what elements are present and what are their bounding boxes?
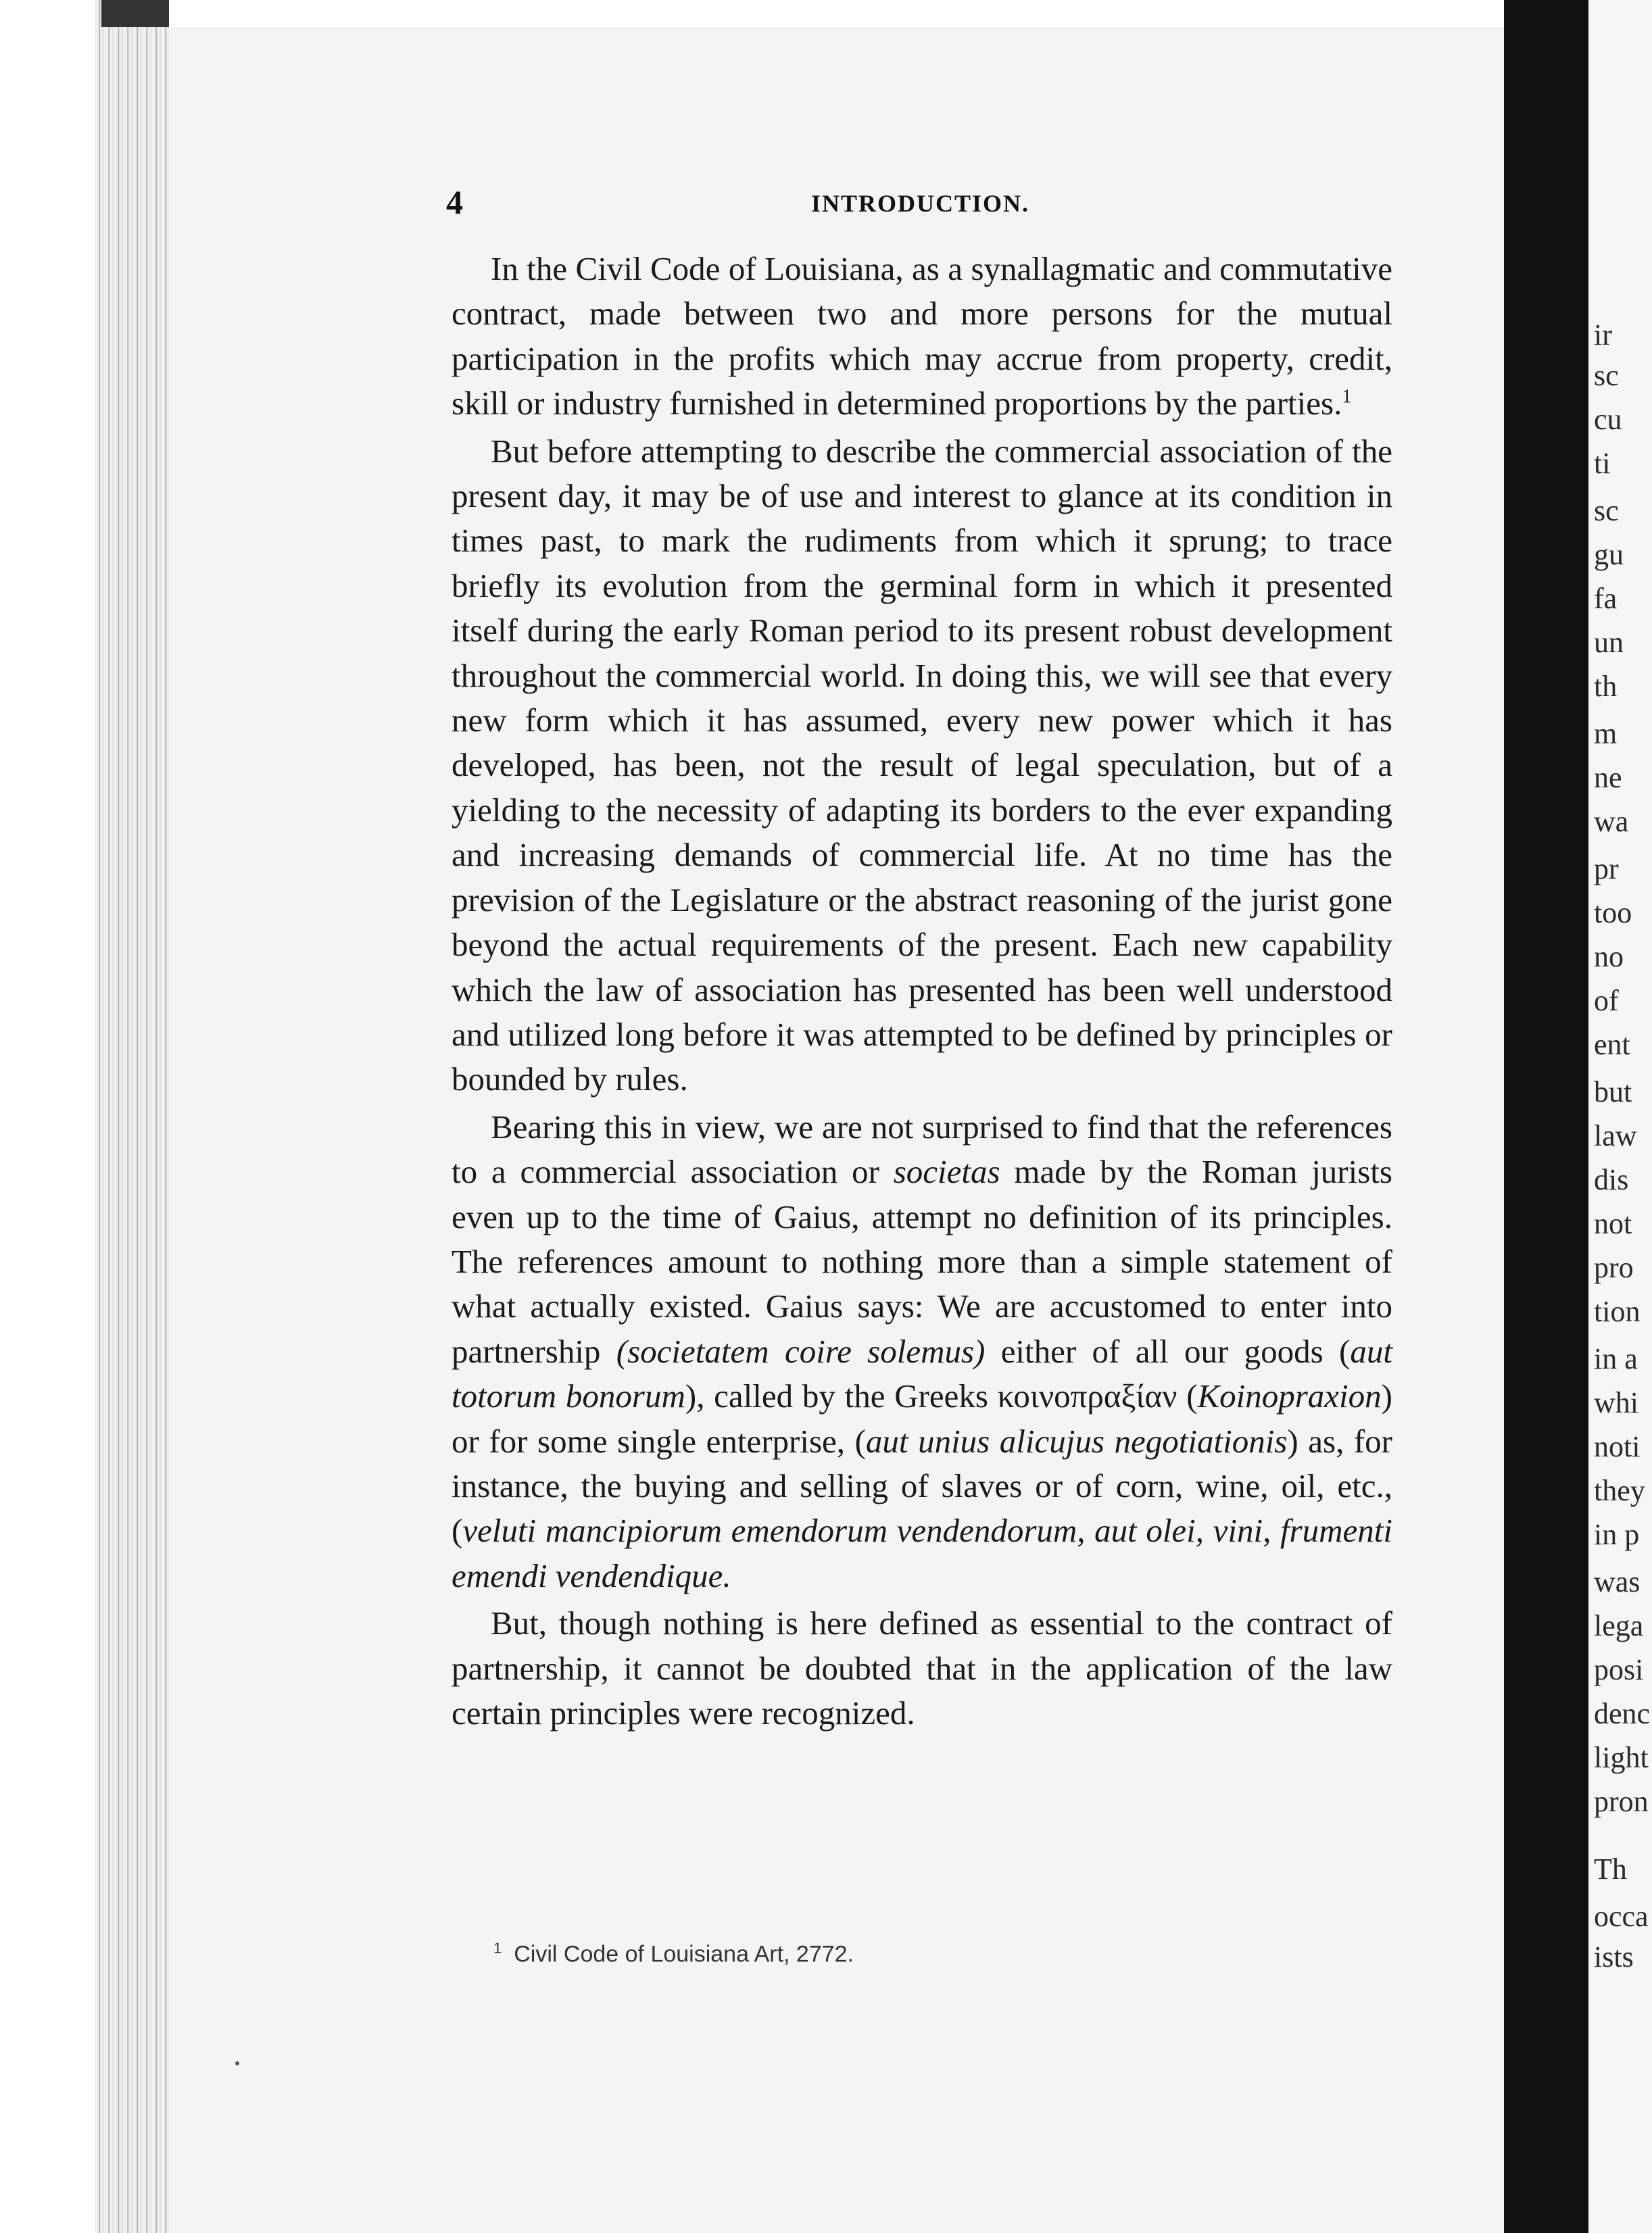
next-page-fragment: ti [1594, 447, 1611, 480]
paragraph-3: Bearing this in view, we are not surprised to find that the references to a commercial association or societas made by the Roman jurists even up to the time of Gaius, attempt no definition of its principles. The references amount to nothing more than a simple statement of what actually existed. Gaius says: We are accustomed to enter into partnership (societatem coire solemus) either of all our goods (aut totorum bonorum), called by the Greeks κοινοπραξίαν (Koinopraxion) or for some single enterprise, (aut unius alicujus negotiationis) as, for instance, the buying and selling of slaves or of corn, wine, oil, etc., (veluti mancipiorum emendorum vendendorum, aut olei, vini, frumenti emendi vendendique. [452, 1108, 1392, 1594]
next-page-fragment: dis [1594, 1163, 1629, 1196]
next-page-fragment: ne [1594, 761, 1622, 794]
next-page-fragment: was [1594, 1565, 1641, 1598]
next-page-fragment: noti [1594, 1430, 1641, 1463]
next-page-fragment: gu [1594, 538, 1624, 571]
next-page-fragment: but [1594, 1075, 1632, 1108]
next-page-fragment: pron [1594, 1785, 1649, 1818]
page-number: 4 [446, 183, 463, 221]
page-header [446, 182, 1379, 237]
running-head: INTRODUCTION. [811, 190, 1030, 217]
paragraph-4: But, though nothing is here defined as essential to the contract of partnership, it cannot be doubted that in the application of the law certain principles were recognized. [452, 1604, 1392, 1732]
footnote [493, 1940, 854, 1967]
next-page-fragment: ir [1594, 318, 1612, 351]
next-page-fragment: cu [1594, 403, 1622, 436]
next-page-fragment: denc [1594, 1697, 1651, 1730]
paragraph-2: But before attempting to describe the commercial association of the present day, it may be of use and interest to glance at its condition in times past, to mark the rudiments from which it sprung; to trace briefly its evolution from the germinal form in which it presented itself during the early Roman period to its present robust development throughout the commercial world. In doing this, we will see that every new form which it has assumed, every new power which it has developed, has been, not the result of legal speculation, but of a yielding to the necessity of adapting its borders to the ever expanding and increasing demands of commercial life. At no time has the prevision of the Legislature or the abstract reasoning of the jurist gone beyond the actual requirements of the present. Each new capability which the law of association has presented has been well understood and utilized long before it was attempted to be defined by principles or bounded by rules. [452, 432, 1392, 1098]
next-page-fragment: in a [1594, 1342, 1638, 1375]
next-page-fragment: in p [1594, 1518, 1640, 1551]
book-binding-edge [95, 0, 169, 2233]
next-page-fragment: no [1594, 940, 1624, 973]
next-page-fragment: pr [1594, 852, 1619, 885]
next-page-fragment: not [1594, 1207, 1632, 1240]
next-page-fragment: whi [1594, 1386, 1638, 1419]
next-page-fragment: they [1594, 1474, 1645, 1507]
next-page-fragment: Th [1594, 1852, 1627, 1886]
next-page-fragment: pro [1594, 1251, 1634, 1284]
footnote-text: Civil Code of Louisiana Art, 2772. [514, 1941, 854, 1967]
binding-shadow [101, 0, 169, 27]
next-page-fragment: light [1594, 1741, 1649, 1774]
paragraph-1: In the Civil Code of Louisiana, as a synallagmatic and commutative contract, made between two and more persons for the mutual participation in the profits which may accrue from property, credit, skill or industry furnished in determined proportions by the parties.$^1$ [452, 250, 1392, 422]
next-page-fragment: wa [1594, 805, 1629, 838]
next-page-fragment: un [1594, 626, 1624, 659]
next-page-fragment: ists [1594, 1940, 1634, 1973]
scan-speck [235, 2061, 239, 2065]
next-page-fragment: of [1594, 984, 1619, 1017]
next-page-fragment: th [1594, 670, 1618, 703]
next-page-fragment: posi [1594, 1653, 1644, 1686]
next-page-edge [1588, 0, 1652, 2233]
next-page-fragment: m [1594, 717, 1618, 750]
next-page-fragment: sc [1594, 359, 1619, 392]
footnote-reference: 1 [1342, 386, 1352, 408]
next-page-fragment: law [1594, 1119, 1637, 1152]
next-page-fragment: occa [1594, 1900, 1649, 1933]
next-page-fragment: fa [1594, 582, 1618, 615]
next-page-fragment: lega [1594, 1609, 1644, 1642]
body-text [452, 247, 1392, 1738]
next-page-fragment: too [1594, 896, 1632, 929]
page-gutter [1504, 0, 1588, 2233]
next-page-fragment: ent [1594, 1028, 1630, 1061]
greek-word: κοινοπραξίαν [997, 1377, 1177, 1415]
footnote-mark: 1 [493, 1940, 502, 1957]
next-page-fragment: sc [1594, 494, 1619, 527]
next-page-fragment: tion [1594, 1295, 1641, 1328]
